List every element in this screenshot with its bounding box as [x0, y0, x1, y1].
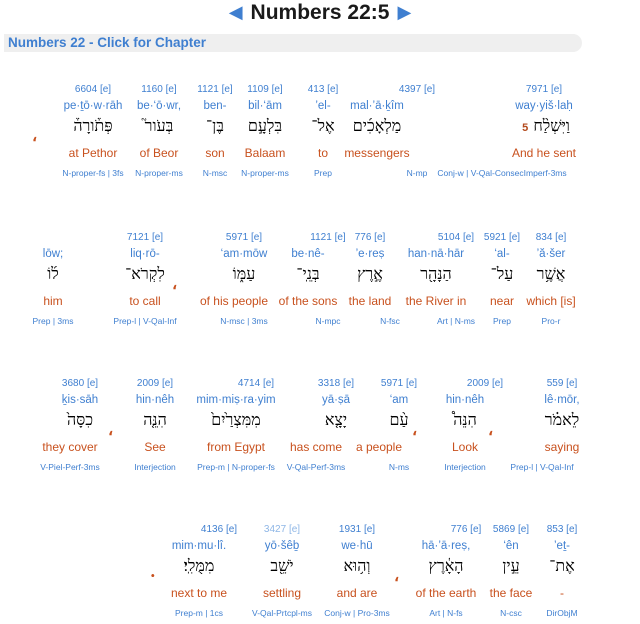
hebrew-word: בְּעֹור֮ — [144, 116, 174, 135]
english-gloss: at Pethor — [68, 146, 118, 160]
strongs-number-link[interactable]: 5104 [e] — [437, 232, 475, 243]
english-gloss: of the sons — [278, 294, 338, 308]
transliteration: yā·ṣā — [321, 394, 351, 406]
verse-navigation — [0, 0, 640, 26]
transliteration: ‘am·mōw — [220, 248, 268, 260]
page-title: Numbers 22:5 — [250, 1, 390, 24]
next-verse-icon[interactable]: ▶ — [397, 2, 412, 23]
parsing-link[interactable]: N-mpc — [315, 316, 341, 326]
parsing-link[interactable]: Prep — [493, 316, 511, 326]
punctuation-comma: ، — [172, 274, 178, 293]
english-gloss: the land — [348, 294, 392, 308]
english-gloss: - — [560, 586, 564, 600]
strongs-number-link[interactable]: 2009 [e] — [466, 378, 504, 389]
word-block — [190, 378, 282, 474]
parsing-link[interactable]: N-mp — [406, 168, 428, 178]
strongs-number-link[interactable]: 853 [e] — [546, 524, 578, 535]
english-gloss: of the earth — [415, 586, 477, 600]
hebrew-word: לֵאמֹ֗ר — [544, 410, 580, 429]
english-gloss: they cover — [42, 440, 98, 454]
word-block — [344, 232, 400, 328]
parsing-link[interactable]: Conj-w | V-Qal-ConsecImperf-3ms — [437, 168, 567, 178]
word-block — [194, 84, 236, 180]
word-block — [424, 378, 504, 474]
hebrew-word — [502, 116, 586, 136]
transliteration: ben- — [203, 100, 227, 112]
english-gloss: from Egypt — [206, 440, 266, 454]
hebrew-word: עֵ֣ין — [502, 556, 520, 575]
strongs-number-link[interactable]: 6604 [e] — [74, 84, 112, 95]
transliteration: be·nê- — [291, 248, 325, 260]
parsing-link[interactable]: N-msc — [202, 168, 228, 178]
word-block — [124, 378, 186, 474]
strongs-number-link[interactable]: 1160 [e] — [141, 84, 177, 95]
english-gloss: settling — [262, 586, 302, 600]
english-gloss: to call — [129, 294, 161, 308]
parsing-link[interactable]: Pro-r — [541, 316, 561, 326]
hebrew-word: הָאָ֔רֶץ — [428, 556, 464, 575]
interlinear-row-3 — [0, 378, 640, 474]
punctuation-comma: ، — [488, 420, 494, 439]
transliteration: lōw; — [42, 248, 64, 260]
parsing-link[interactable]: N-msc | 3ms — [220, 316, 268, 326]
english-gloss: him — [43, 294, 63, 308]
transliteration: han·nā·hār — [407, 248, 465, 260]
english-gloss: Look — [451, 440, 479, 454]
hebrew-word: אֲשֶׁ֥ר — [536, 264, 566, 283]
english-gloss: Balaam — [244, 146, 286, 160]
word-block — [312, 524, 402, 620]
hebrew-word: פְּתֹ֒ורָה֒ — [73, 116, 113, 135]
parsing-link[interactable]: V-Qal-Perf-3ms — [286, 462, 346, 472]
transliteration: way·yiš·laḥ — [515, 100, 573, 112]
english-gloss: And he sent — [511, 146, 577, 160]
word-block — [164, 524, 238, 620]
punctuation-comma: ، — [108, 420, 114, 439]
word-block — [437, 84, 586, 180]
hebrew-word: אֶ֣רֶץ — [357, 264, 383, 283]
strongs-number-link[interactable]: 4136 [e] — [200, 524, 238, 535]
hebrew-word: בִּלְעָ֣ם — [247, 116, 283, 135]
parsing-link[interactable]: Art | N-fs — [429, 608, 463, 618]
strongs-number-link[interactable]: 5971 [e] — [380, 378, 418, 389]
hebrew-word: בְּנֵֽי־ — [296, 264, 320, 283]
strongs-number-link[interactable]: 834 [e] — [535, 232, 567, 243]
transliteration: we·hū — [341, 540, 373, 552]
transliteration: ‘ên — [503, 540, 519, 552]
parsing-link[interactable]: Prep-l | V-Qal-Inf — [113, 316, 177, 326]
word-block — [484, 524, 538, 620]
transliteration: hin·nêh — [135, 394, 175, 406]
parsing-link[interactable]: Interjection — [444, 462, 486, 472]
parsing-link[interactable]: Prep-l | V-Qal-Inf — [510, 462, 574, 472]
hebrew-word: כִסָּה֙ — [66, 410, 94, 429]
transliteration: liq·rō- — [130, 248, 160, 260]
strongs-number-link[interactable]: 776 [e] — [450, 524, 482, 535]
hebrew-word: יֹשֵׁ֖ב — [270, 556, 294, 575]
parsing-link[interactable]: Conj-w | Pro-3ms — [324, 608, 390, 618]
english-gloss: and are — [336, 586, 378, 600]
english-gloss: the River in — [405, 294, 467, 308]
parsing-link[interactable]: DirObjM — [546, 608, 578, 618]
word-block — [410, 524, 482, 620]
word-block — [520, 232, 582, 328]
word-block — [240, 524, 324, 620]
word-block — [190, 232, 278, 328]
chapter-link[interactable]: Numbers 22 - Click for Chapter — [8, 35, 207, 50]
english-gloss: to — [317, 146, 328, 160]
english-gloss: son — [205, 146, 225, 160]
word-block — [232, 84, 298, 180]
strongs-number-link[interactable]: 4714 [e] — [237, 378, 275, 389]
transliteration: hin·nêh — [445, 394, 485, 406]
strongs-number-link[interactable]: 7121 [e] — [126, 232, 164, 243]
transliteration: yō·šêḇ — [264, 540, 300, 552]
transliteration: ’eṯ- — [554, 540, 570, 552]
english-gloss: has come — [289, 440, 343, 454]
word-block — [32, 378, 108, 474]
parsing-link[interactable]: Interjection — [134, 462, 176, 472]
strongs-number-link[interactable]: 3318 [e] — [317, 378, 355, 389]
word-block — [480, 232, 524, 328]
strongs-number-link[interactable]: 2009 [e] — [136, 378, 174, 389]
english-gloss: which [is] — [526, 294, 576, 308]
english-gloss: the face — [489, 586, 533, 600]
parsing-link[interactable]: V-Qal-Prtcpl-ms — [252, 608, 312, 618]
english-gloss: See — [144, 440, 166, 454]
transliteration: mim·miṣ·ra·yim — [196, 394, 276, 406]
transliteration: ḵis·sāh — [61, 394, 99, 406]
english-gloss: saying — [544, 440, 580, 454]
interlinear-row-1 — [0, 84, 640, 180]
strongs-number-link[interactable]: 7971 [e] — [525, 84, 563, 95]
strongs-number-link[interactable]: 5971 [e] — [225, 232, 263, 243]
parsing-link[interactable]: Prep-m | 1cs — [174, 608, 224, 618]
parsing-link[interactable]: N-ms — [388, 462, 410, 472]
previous-verse-icon[interactable]: ◀ — [228, 2, 243, 23]
strongs-number-link[interactable]: 1931 [e] — [338, 524, 376, 535]
interlinear-row-2 — [0, 232, 640, 328]
hebrew-word: ל֜וֹ — [47, 264, 59, 283]
interlinear-row-4 — [0, 524, 640, 620]
transliteration: lê·mōr, — [544, 394, 580, 406]
english-gloss: a people — [355, 440, 403, 454]
transliteration: bil·‘ām — [248, 100, 282, 112]
transliteration: ’ă·šer — [536, 248, 566, 260]
hebrew-word: יָצָ֤א — [324, 410, 348, 429]
hebrew-text: וַיִּשְׁלַ֨ח — [533, 116, 570, 135]
strongs-number-link[interactable]: 1109 [e] — [247, 84, 283, 95]
word-block — [400, 232, 476, 328]
transliteration: ’el- — [315, 100, 331, 112]
word-block — [300, 84, 346, 180]
hebrew-word: מַלְאָכִ֜ים — [352, 116, 402, 135]
hebrew-word: לִקְרֹא־ — [125, 264, 165, 283]
verse-number: 5 — [522, 122, 529, 134]
strongs-number-link[interactable]: 1121 [e] — [310, 232, 346, 243]
transliteration: ‘am — [389, 394, 409, 406]
hebrew-word: הִנֵּ֤ה — [143, 410, 167, 429]
parsing-link[interactable]: N-proper-ms — [135, 168, 183, 178]
transliteration: mim·mu·lî. — [171, 540, 227, 552]
strongs-number-link[interactable]: 776 [e] — [354, 232, 386, 243]
strongs-number-link[interactable]: 3427 [e] — [263, 524, 301, 535]
english-gloss: of his people — [199, 294, 269, 308]
strongs-number-link[interactable]: 1121 [e] — [197, 84, 233, 95]
strongs-number-link[interactable]: 413 [e] — [307, 84, 339, 95]
hebrew-word: עַל־ — [490, 264, 514, 283]
parsing-link[interactable]: V-Piel-Perf-3ms — [40, 462, 100, 472]
hebrew-word: עַ֨ם — [389, 410, 409, 429]
hebrew-word: הִנֵּה֩ — [453, 410, 477, 429]
parsing-link[interactable]: Prep — [314, 168, 332, 178]
strongs-number-link[interactable]: 4397 [e] — [398, 84, 436, 95]
punctuation-period: . — [150, 562, 156, 581]
hebrew-word: אֶת־ — [549, 556, 575, 575]
word-block — [286, 378, 355, 474]
transliteration: ’e·reṣ — [355, 248, 385, 260]
transliteration: be·‘ō·wr, — [136, 100, 182, 112]
transliteration: ‘al- — [494, 248, 510, 260]
english-gloss: next to me — [170, 586, 228, 600]
chapter-bar — [4, 34, 582, 52]
punctuation-comma: ، — [32, 126, 38, 145]
strongs-number-link[interactable]: 5921 [e] — [483, 232, 521, 243]
parsing-link[interactable]: N-proper-fs | 3fs — [62, 168, 124, 178]
word-block — [340, 84, 436, 180]
punctuation-comma: ، — [394, 566, 400, 585]
word-block — [50, 84, 136, 180]
strongs-number-link[interactable]: 3680 [e] — [61, 378, 99, 389]
english-gloss: messengers — [344, 146, 410, 160]
parsing-link[interactable]: Prep | 3ms — [32, 316, 74, 326]
word-block — [500, 378, 584, 474]
english-gloss: of Beor — [139, 146, 179, 160]
word-block — [540, 524, 584, 620]
parsing-link[interactable]: N-csc — [500, 608, 522, 618]
english-gloss: near — [489, 294, 515, 308]
parsing-link[interactable]: Prep-m | N-proper-fs — [197, 462, 275, 472]
hebrew-word: בֶּן־ — [206, 116, 224, 135]
punctuation-comma: ، — [412, 420, 418, 439]
hebrew-word: אֶל־ — [311, 116, 335, 135]
transliteration: pe·ṯō·w·rāh — [63, 100, 123, 112]
transliteration: mal·’ā·ḵîm — [350, 100, 404, 112]
word-block — [32, 232, 106, 328]
hebrew-word: מִמֻּלִֽי׃ — [183, 556, 215, 575]
hebrew-word: עַמּ֑וֹ — [232, 264, 256, 283]
hebrew-word: מִמִּצְרַ֙יִם֙ — [211, 410, 261, 429]
strongs-number-link[interactable]: 559 [e] — [546, 378, 578, 389]
parsing-link[interactable]: N-proper-ms — [241, 168, 289, 178]
transliteration: hā·’ā·reṣ, — [421, 540, 471, 552]
hebrew-word: וְה֥וּא — [343, 556, 371, 575]
parsing-link[interactable]: Art | N-ms — [436, 316, 476, 326]
parsing-link[interactable]: N-fsc — [380, 316, 400, 326]
strongs-number-link[interactable]: 5869 [e] — [492, 524, 530, 535]
hebrew-word: הַנָּהָ֖ר — [420, 264, 452, 283]
